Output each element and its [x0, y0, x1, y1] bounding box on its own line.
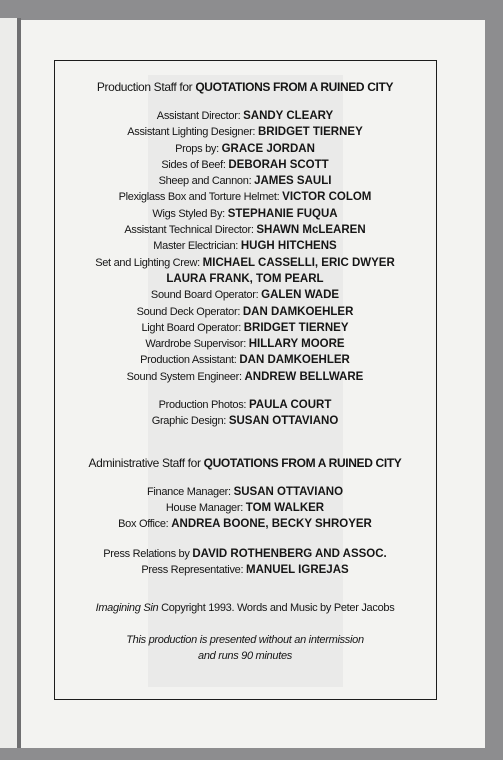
credit-role: Props by:	[175, 142, 219, 155]
credit-role: Wardrobe Supervisor:	[145, 338, 246, 351]
credit-name: VICTOR COLOM	[282, 191, 372, 204]
credit-name: BRIDGET TIERNEY	[243, 321, 349, 334]
credit-role: Light Board Operator:	[141, 321, 241, 334]
production-staff-heading: Production Staff for QUOTATIONS FROM A RUINED CITY	[96, 80, 394, 94]
credit-line	[55, 546, 435, 562]
credit-name: SUSAN OTTAVIANO	[228, 415, 339, 428]
credit-name: DEBORAH SCOTT	[228, 158, 329, 171]
credit-line	[55, 157, 435, 173]
credit-name: BRIDGET TIERNEY	[257, 126, 363, 139]
production-credits-list	[55, 108, 435, 385]
credit-line	[55, 397, 435, 413]
credit-line	[55, 124, 435, 140]
credit-line	[55, 304, 435, 320]
press-credits-list	[55, 546, 435, 579]
credit-line	[55, 500, 435, 516]
credit-name: DAN DAMKOEHLER	[242, 305, 354, 318]
credit-role: Sound Board Operator:	[150, 289, 259, 302]
credit-role: Sound System Engineer:	[126, 370, 242, 383]
credit-line	[55, 173, 435, 189]
credit-name: STEPHANIE FUQUA	[227, 207, 338, 220]
credit-name: HILLARY MOORE	[248, 338, 345, 351]
credit-role: House Manager:	[165, 501, 243, 514]
credit-role: Wigs Styled By:	[152, 207, 225, 220]
credit-line	[55, 206, 435, 222]
credit-name: ANDREA BOONE, BECKY SHROYER	[171, 518, 372, 531]
administrative-staff-heading: Administrative Staff for QUOTATIONS FROM A RUINED CITY	[88, 455, 402, 470]
previous-page-edge	[0, 18, 18, 748]
credit-role: Production Photos:	[158, 399, 247, 412]
credit-name: MANUEL IGREJAS	[246, 563, 349, 576]
credit-line	[55, 141, 435, 157]
credit-role: Graphic Design:	[151, 415, 227, 428]
credit-line	[55, 271, 435, 287]
credit-name: GALEN WADE	[261, 289, 340, 302]
photo-credits-list	[55, 397, 435, 430]
credit-role: Sides of Beef:	[161, 158, 226, 171]
credit-line	[55, 484, 435, 500]
credit-role: Assistant Lighting Designer:	[127, 126, 256, 139]
credit-role: Press Relations by	[103, 547, 190, 560]
credit-line	[55, 413, 435, 429]
credit-line	[55, 516, 435, 532]
credit-name: JAMES SAULI	[254, 175, 332, 188]
credit-role: Plexiglass Box and Torture Helmet:	[118, 191, 280, 204]
credit-line	[55, 287, 435, 303]
credit-name: DAVID ROTHENBERG AND ASSOC.	[192, 547, 387, 560]
credit-role: Sound Deck Operator:	[136, 305, 241, 318]
copyright-line: Imagining Sin Copyright 1993. Words and Music by Peter Jacobs	[95, 602, 395, 615]
credit-line	[55, 238, 435, 254]
credit-line	[55, 352, 435, 368]
credit-role: Press Representative:	[141, 563, 244, 576]
credit-name: DAN DAMKOEHLER	[239, 354, 350, 367]
credit-name: PAULA COURT	[248, 399, 332, 412]
administrative-credits-list	[55, 484, 435, 533]
credit-role: Assistant Technical Director:	[124, 224, 254, 237]
duration-note: This production is presented without an intermission and runs 90 minutes	[126, 634, 364, 663]
credits-content	[55, 60, 435, 664]
credit-name: SHAWN McLEAREN	[256, 224, 366, 237]
credit-role: Set and Lighting Crew:	[95, 256, 200, 269]
credit-name: LAURA FRANK, TOM PEARL	[166, 272, 324, 285]
credit-line	[55, 369, 435, 385]
credit-name: ANDREW BELLWARE	[244, 370, 364, 383]
credit-role: Finance Manager:	[146, 485, 231, 498]
credit-role: Master Electrician:	[153, 240, 239, 253]
credit-role: Box Office:	[118, 518, 169, 531]
credit-role: Assistant Director:	[156, 110, 241, 122]
credit-line	[55, 562, 435, 578]
credit-name: HUGH HITCHENS	[240, 240, 337, 253]
credit-line	[55, 189, 435, 205]
credit-name: MICHAEL CASSELLI, ERIC DWYER	[202, 256, 395, 269]
credit-line	[55, 222, 435, 238]
credit-name: SANDY CLEARY	[243, 110, 334, 122]
credit-line	[55, 108, 435, 124]
credit-name: SUSAN OTTAVIANO	[233, 485, 344, 498]
credit-line	[55, 320, 435, 336]
credit-line	[55, 336, 435, 352]
credit-name: GRACE JORDAN	[221, 142, 315, 155]
credit-role: Production Assistant:	[140, 354, 237, 367]
credit-name: TOM WALKER	[245, 501, 325, 514]
credit-line	[55, 255, 435, 271]
credit-role: Sheep and Cannon:	[158, 175, 252, 188]
